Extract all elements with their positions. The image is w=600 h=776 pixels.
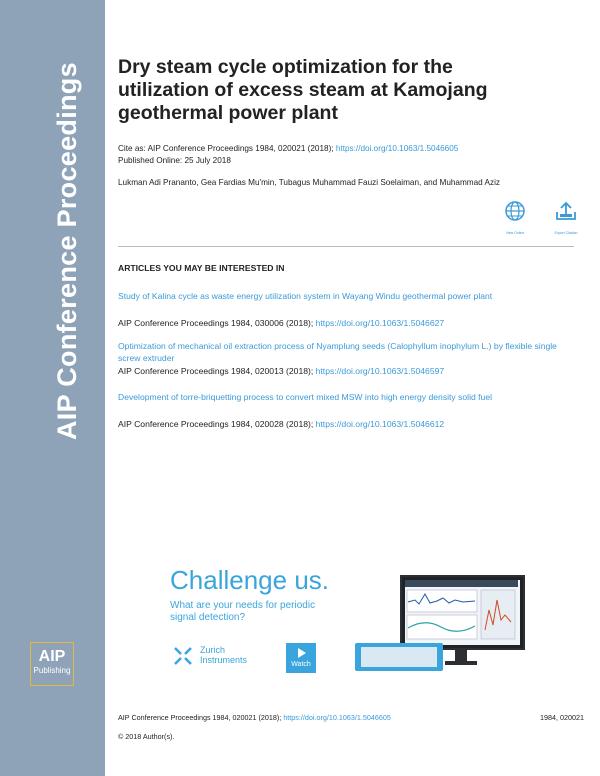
- export-citation-label: Export Citation: [554, 231, 578, 235]
- zurich-logo-icon: [172, 645, 194, 667]
- view-online-label: View Online: [505, 231, 525, 235]
- authors: Lukman Adi Prananto, Gea Fardias Mu'min, Tubagus Muhammad Fauzi Soelaiman, and Muhammad Aziz: [118, 178, 501, 187]
- cite-block: [118, 143, 458, 167]
- view-online-button[interactable]: [495, 200, 535, 235]
- ad-headline: Challenge us.: [170, 565, 329, 595]
- advertisement[interactable]: [160, 565, 540, 685]
- related-doi-link[interactable]: https://doi.org/10.1063/1.5046627: [315, 318, 445, 328]
- ad-brand: [200, 645, 247, 665]
- signal-plot-graphic: [405, 580, 518, 643]
- cite-doi-link[interactable]: https://doi.org/10.1063/1.5046605: [335, 144, 459, 153]
- footer-page-number: 1984, 020021: [540, 713, 584, 722]
- monitor-screen: [405, 580, 520, 645]
- related-article-cite: [118, 366, 444, 376]
- footer-copyright: © 2018 Author(s).: [118, 732, 175, 741]
- cite-prefix: Cite as: AIP Conference Proceedings 1984, 020021 (2018);: [118, 144, 334, 153]
- aip-publishing-logo[interactable]: [30, 642, 74, 686]
- play-icon: [295, 647, 307, 659]
- ad-line-1: What are your needs for periodic: [170, 600, 316, 611]
- ad-subtext: [170, 600, 315, 624]
- divider: [118, 246, 574, 247]
- related-article-title[interactable]: Optimization of mechanical oil extraction process of Nyamplung seeds (Calophyllum inophylum L.) by flexible single screw extruder: [118, 341, 557, 363]
- export-citation-button[interactable]: [546, 200, 586, 235]
- ad-brand-line-1: Zurich: [200, 645, 226, 655]
- logo-main-text: AIP: [38, 648, 66, 665]
- export-icon: [554, 200, 578, 222]
- related-cite-prefix: AIP Conference Proceedings 1984, 030006 (2018);: [118, 318, 314, 328]
- sidebar: [0, 0, 105, 776]
- related-heading: ARTICLES YOU MAY BE INTERESTED IN: [118, 263, 285, 273]
- published-date: Published Online: 25 July 2018: [118, 156, 231, 165]
- journal-title: AIP Conference Proceedings: [52, 62, 82, 440]
- related-article-title[interactable]: Study of Kalina cycle as waste energy utilization system in Wayang Windu geothermal power plant: [118, 291, 493, 301]
- globe-icon: [504, 200, 526, 222]
- instrument-device: [355, 643, 443, 671]
- watch-label: Watch: [291, 661, 311, 668]
- article-title: Dry steam cycle optimization for the utilization of excess steam at Kamojang geothermal power plant: [118, 56, 488, 124]
- footer-doi-link[interactable]: https://doi.org/10.1063/1.5046605: [283, 713, 391, 722]
- footer-cite-prefix: AIP Conference Proceedings 1984, 020021 (2018);: [118, 713, 282, 722]
- ad-brand-line-2: Instruments: [200, 655, 248, 665]
- watch-button[interactable]: [286, 643, 316, 673]
- related-cite-prefix: AIP Conference Proceedings 1984, 020013 (2018);: [118, 366, 314, 376]
- related-article-cite: [118, 419, 444, 429]
- monitor-base: [445, 661, 477, 665]
- logo-sub-text: Publishing: [33, 666, 71, 675]
- related-cite-prefix: AIP Conference Proceedings 1984, 020028 (2018);: [118, 419, 314, 429]
- ad-line-2: signal detection?: [170, 612, 246, 623]
- related-article-cite: [118, 318, 444, 328]
- device-panel: [361, 647, 437, 667]
- related-doi-link[interactable]: https://doi.org/10.1063/1.5046612: [315, 419, 445, 429]
- monitor-image: [400, 575, 525, 650]
- related-doi-link[interactable]: https://doi.org/10.1063/1.5046597: [315, 366, 445, 376]
- related-article-title[interactable]: Development of torre-briquetting process to convert mixed MSW into high energy density solid fuel: [118, 392, 493, 402]
- footer-cite: [118, 713, 391, 722]
